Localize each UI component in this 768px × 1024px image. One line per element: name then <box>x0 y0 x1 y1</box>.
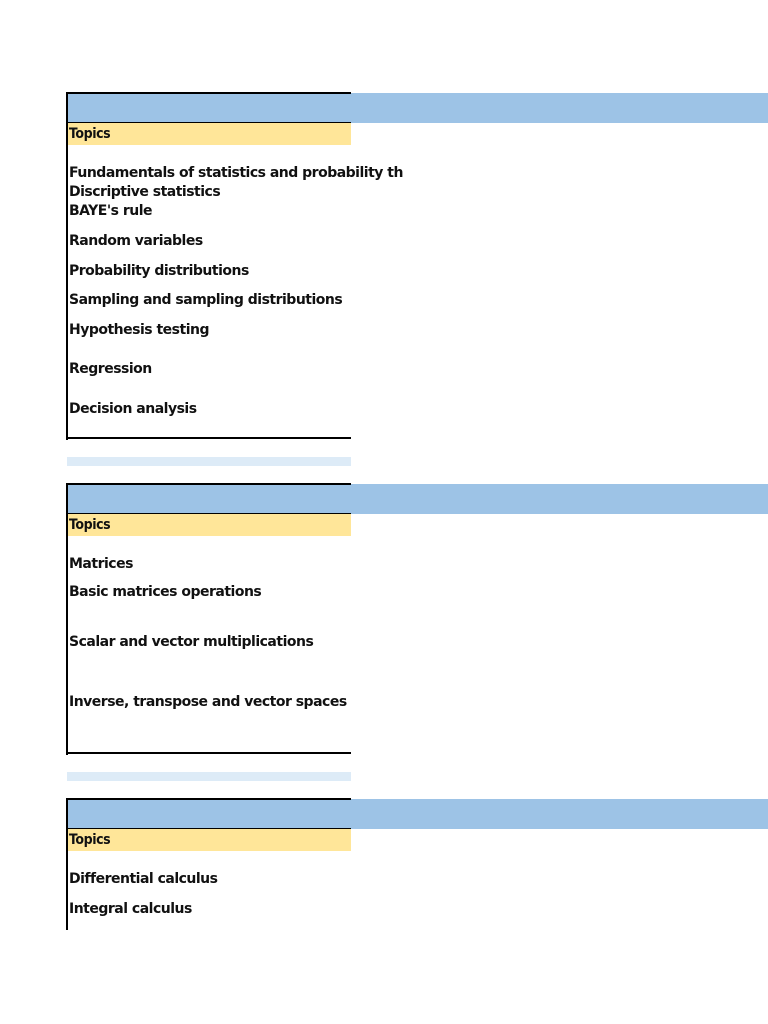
section-1-left-border <box>66 92 68 440</box>
section-1-item: Discriptive statistics <box>69 184 221 200</box>
spacer-row <box>67 457 351 466</box>
section-1-item: Random variables <box>69 233 203 249</box>
section-2-item: Basic matrices operations <box>69 584 262 600</box>
section-2-item: Inverse, transpose and vector spaces <box>69 694 347 710</box>
section-2-bottom-border <box>66 752 351 754</box>
spacer-row <box>67 772 351 781</box>
section-1-item: Probability distributions <box>69 263 249 279</box>
section-2-item: Scalar and vector multiplications <box>69 634 314 650</box>
section-1-item: Sampling and sampling distributions <box>69 292 343 308</box>
section-3-top-border <box>67 798 351 800</box>
section-2-header-band <box>67 484 768 514</box>
section-2-left-border <box>66 483 68 755</box>
section-3-item: Differential calculus <box>69 871 218 887</box>
section-1-item: Regression <box>69 361 152 377</box>
section-2-item: Matrices <box>69 556 133 572</box>
section-1-item: Fundamentals of statistics and probability th <box>69 165 403 181</box>
section-3-topics-heading: Topics <box>67 829 351 851</box>
section-2-topics-heading: Topics <box>67 514 351 536</box>
section-1-header-band <box>67 93 768 123</box>
section-2-top-border <box>67 483 351 485</box>
section-1-topics-heading: Topics <box>67 123 351 145</box>
section-3-header-band <box>67 799 768 829</box>
section-1-item: Decision analysis <box>69 401 197 417</box>
section-1-item: Hypothesis testing <box>69 322 209 338</box>
section-3-item: Integral calculus <box>69 901 192 917</box>
section-1-top-border <box>67 92 351 94</box>
section-3-left-border <box>66 798 68 930</box>
section-1-item: BAYE's rule <box>69 203 153 219</box>
section-1-bottom-border <box>66 437 351 439</box>
